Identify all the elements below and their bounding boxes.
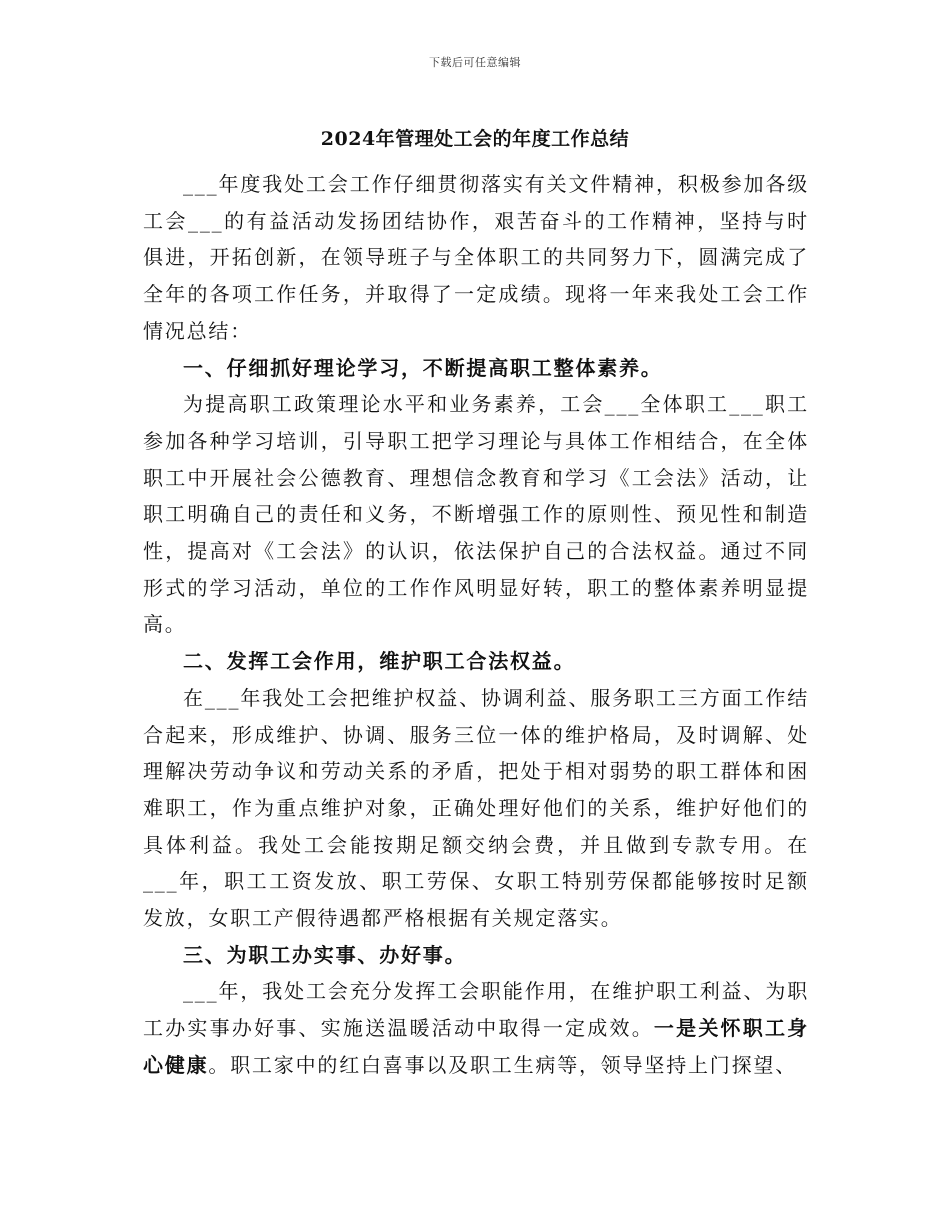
section-heading-2: 二、发挥工会作用，维护职工合法权益。 [183, 649, 576, 674]
section-1-paragraph: 为提高职工政策理论水平和业务素养，工会___全体职工___职工参加各种学习培训，引导职工把学习理论与具体工作相结合，在全体职工中开展社会公德教育、理想信念教育和学习《工会法》活动，让职工明确自己的责任和义务，不断增强工作的原则性、预见性和制造性，提高对《工会法》的认识，依法保护自己的合法权益。通过不同形式的学习活动，单位的工作作风明显好转，职工的整体素养明显提高。 [143, 392, 809, 637]
section-3-text-after: 。职工家中的红白喜事以及职工生病等，领导坚持上门探望、 [208, 1052, 798, 1077]
section-3-bold-text: 一是关怀职工身心健康 [143, 1016, 809, 1077]
header-note: 下载后可任意编辑 [429, 56, 521, 69]
document-title: 2024年管理处工会的年度工作总结 [320, 128, 630, 150]
section-3-paragraph [143, 973, 809, 1083]
intro-paragraph: ___年度我处工会工作仔细贯彻落实有关文件精神，积极参加各级工会___的有益活动发扬团结协作，艰苦奋斗的工作精神，坚持与时俱进，开拓创新，在领导班子与全体职工的共同努力下，圆满完成了全年的各项工作任务，并取得了一定成绩。现将一年来我处工会工作情况总结： [143, 172, 809, 343]
section-2-paragraph: 在___年我处工会把维护权益、协调利益、服务职工三方面工作结合起来，形成维护、协调、服务三位一体的维护格局，及时调解、处理解决劳动争议和劳动关系的矛盾，把处于相对弱势的职工群体和困难职工，作为重点维护对象，正确处理好他们的关系，维护好他们的具体利益。我处工会能按期足额交纳会费，并且做到专款专用。在___年，职工工资发放、职工劳保、女职工特别劳保都能够按时足额发放，女职工产假待遇都严格根据有关规定落实。 [143, 685, 809, 931]
section-heading-3: 三、为职工办实事、办好事。 [183, 942, 467, 967]
document-body [143, 166, 809, 1084]
section-heading-1: 一、仔细抓好理论学习，不断提高职工整体素养。 [183, 355, 663, 380]
section-3-text-before: ___年，我处工会充分发挥工会职能作用，在维护职工利益、为职工办实事办好事、实施送温暖活动中取得一定成效。 [143, 979, 809, 1041]
